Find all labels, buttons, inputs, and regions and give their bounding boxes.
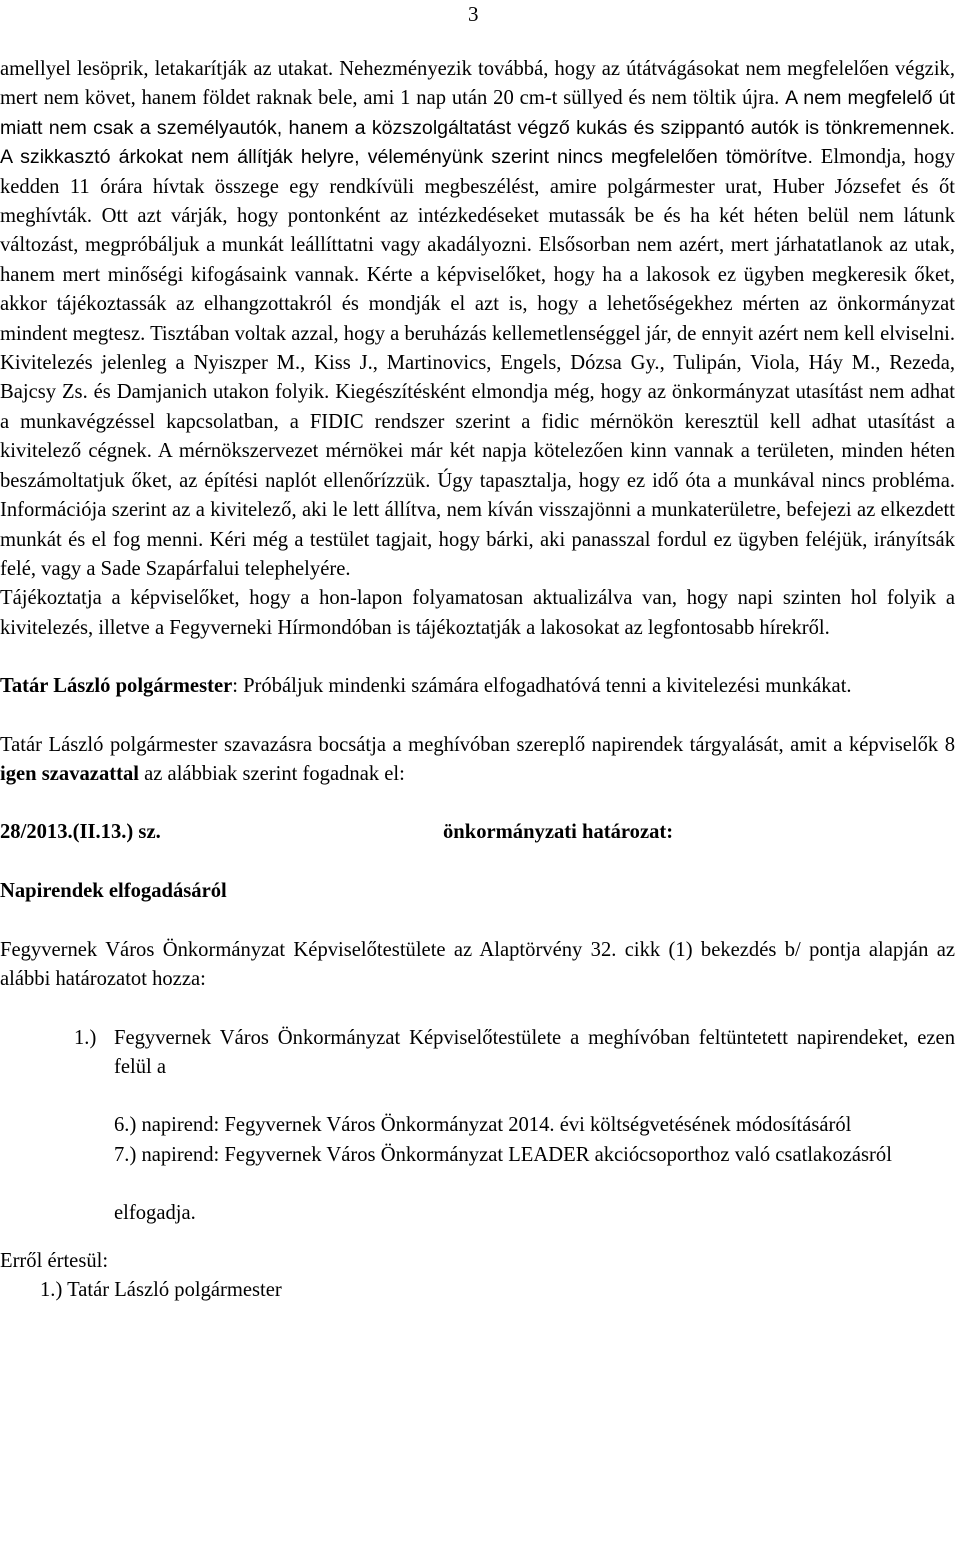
agenda-item: 7.) napirend: Fegyvernek Város Önkormányzat LEADER akciócsoporthoz való csatlakozásról [114, 1143, 892, 1166]
info-paragraph: Tájékoztatja a képviselőket, hogy a hon-lapon folyamatosan aktualizálva van, hogy napi szinten hol folyik a kivitelezés, illetve a Fegyverneki Hírmondóban is tájékoztatják a lakosokat az legfontosabb hírekről. [0, 587, 955, 639]
vote-count-bold: igen szavazattal [0, 762, 139, 785]
main-paragraph-part-2: A nem megfelelő út miatt nem csak a személyautók, hanem a közszolgáltatást végző kukás és szippantó autók is tönkremennek. A szikkasztó árkokat nem állítják helyre, véleményünk szerint nincs megfelelően tömörítve. [0, 87, 955, 169]
document-body [0, 55, 955, 1305]
page-number: 3 [468, 2, 479, 26]
main-paragraph [0, 55, 955, 584]
accept-text: elfogadja. [114, 1202, 196, 1225]
agenda-item: 6.) napirend: Fegyvernek Város Önkormányzat 2014. évi költségvetésének módosításáról [114, 1114, 852, 1137]
resolution-number: 28/2013.(II.13.) sz. [0, 821, 161, 844]
vote-paragraph [0, 731, 955, 790]
list-item [74, 1024, 955, 1083]
resolution-title: Napirendek elfogadásáról [0, 880, 227, 903]
main-paragraph-part-3: Elmondja, hogy kedden 11 órára hívtak összege egy rendkívüli megbeszélést, amire polgármester urat, Huber Józsefet és őt meghívták. [0, 146, 956, 228]
vote-text: Tatár László polgármester szavazásra bocsátja a meghívóban szereplő napirendek tárgyalását, amit a képviselők 8 [0, 733, 955, 756]
notification-label: Erről értesül: [0, 1249, 109, 1272]
resolution-header [0, 818, 955, 848]
mayor-statement [0, 672, 955, 701]
list-item-text: Fegyvernek Város Önkormányzat Képviselőtestülete a meghívóban feltüntetett napirendeket, ezen felül a [114, 1026, 955, 1078]
resolution-type: önkormányzati határozat: [443, 821, 674, 844]
resolution-preamble: Fegyvernek Város Önkormányzat Képviselőtestülete az Alaptörvény 32. cikk (1) bekezdés b/ pontja alapján az alábbi határozatot hozza: [0, 938, 955, 991]
main-paragraph-part-4: Ott azt várják, hogy pontonként az intézkedéseket mutassák be és ha két héten belül nem látunk változást, megpróbáljuk a munkát leállíttatni vagy akadályozni. Elsősorban nem azért, mert járhatatlanok az utak, hanem mert minőségi kifogásaink vannak. Kérte a képviselőket, hogy ha a lakosok ez ügyben megkeresik őket, akkor tájékoztassák az elhangzottakról és mondják el azt is, hogy a lehetőségekhez mérten az önkormányzat mindent megtesz. Tisztában voltak azzal, hogy a beruházás kellemetlenséggel jár, de ennyit azért nem kell elviselni. Kivitelezés jelenleg a Nyiszper M., Kiss J., Martinovics, Engels, Dózsa Gy., Tulipán, Viola, Háy M., Rezeda, Bajcsy Zs. és Damjanich utakon folyik. Kiegészítésként elmondja még, hogy az önkormányzat utasítást nem adhat a munkavégzéssel kapcsolatban, a FIDIC rendszer szerint a fidic mérnökön keresztül kell adhat utasítást a kivitelező cégnek. A mérnökszervezet mérnökei már két napja kötelezően kinn vannak a területen, minden héten beszámoltatjuk őket, az építési naplót ellenőrízzük. Úgy tapasztalja, hogy ez idő óta a munkával nincs probléma. Információja szerint az a kivitelező, aki le lett állítva, nem kíván visszajönni a munkaterületre, befejezi az elkezdett munkát és el fog menni. Kéri még a testület tagjait, hogy bárki, aki panasszal fordul ez ügyben feléjük, irányítsák felé, vagy a Sade Szapárfalui telephelyére. [0, 205, 955, 580]
speaker-name: Tatár László polgármester [0, 675, 233, 698]
main-paragraph-part-1: amellyel lesöprik, letakarítják az utakat. Nehezményezik továbbá, hogy az útátvágásokat nem megfelelően végzik, mert nem követ, hanem földet raknak bele, ami 1 nap után 20 cm-t süllyed és nem töltik újra. [0, 58, 955, 110]
statement-text: : Próbáljuk mindenki számára elfogadhatóvá tenni a kivitelezési munkákat. [232, 675, 852, 698]
notification-item: 1.) Tatár László polgármester [40, 1279, 282, 1301]
vote-text-end: az alábbiak szerint fogadnak el: [138, 762, 405, 785]
list-marker: 1.) [74, 1026, 97, 1049]
resolution-list [74, 1024, 955, 1083]
